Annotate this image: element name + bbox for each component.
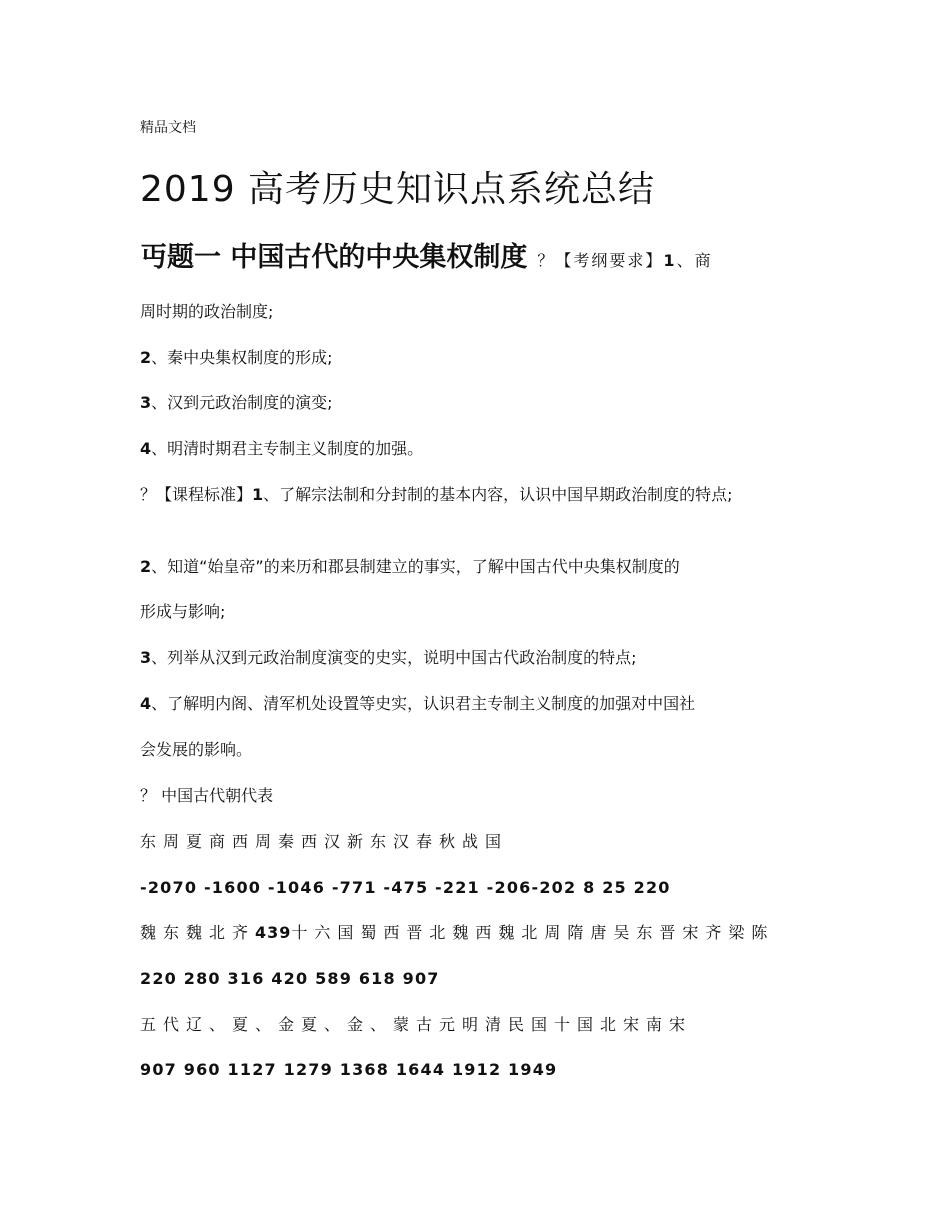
dynasty-names: 十六国蜀西晋北魏西魏北周隋唐吴东晋宋齐梁陈 bbox=[291, 923, 775, 942]
item-number: 3 bbox=[140, 393, 152, 412]
item-number: 4 bbox=[140, 694, 152, 713]
standard-label: ？【课程标准】 bbox=[140, 485, 253, 504]
requirement-text: 、商 bbox=[676, 251, 713, 270]
item-number: 2 bbox=[140, 557, 152, 576]
dynasty-names: 魏东魏北齐 bbox=[140, 923, 256, 942]
item-number: 4 bbox=[140, 439, 152, 458]
dynasty-years-row: -2070 -1600 -1046 -771 -475 -221 -206-202 8 25 220 bbox=[140, 878, 671, 897]
standard-continuation: 会发展的影响。 bbox=[140, 740, 253, 759]
requirement-number: 1 bbox=[663, 251, 677, 270]
item-number: 2 bbox=[140, 348, 152, 367]
dynasty-row: 五代辽、夏、金夏、金、蒙古元明清民国十国北宋南宋 bbox=[140, 1015, 693, 1034]
item-text: 、汉到元政治制度的演变; bbox=[151, 393, 333, 412]
item-text: 、秦中央集权制度的形成; bbox=[151, 348, 333, 367]
requirement-item bbox=[140, 348, 333, 368]
standard-item bbox=[140, 694, 695, 714]
requirement-intro bbox=[537, 251, 712, 270]
dynasty-row: 东周夏商西周秦西汉新东汉春秋战国 bbox=[140, 832, 509, 851]
dynasty-years-row: 907 960 1127 1279 1368 1644 1912 1949 bbox=[140, 1060, 558, 1079]
dynasty-row bbox=[140, 923, 774, 943]
topic-heading bbox=[140, 240, 713, 279]
requirement-label: ？【考纲要求】 bbox=[537, 251, 664, 270]
item-text: 、了解宗法制和分封制的基本内容，认识中国早期政治制度的特点; bbox=[263, 485, 733, 504]
standard-item bbox=[140, 557, 680, 577]
dynasty-years-row: 220 280 316 420 589 618 907 bbox=[140, 969, 440, 988]
topic-title: 丏题一 中国古代的中央集权制度 bbox=[140, 242, 528, 273]
item-text: 、知道“始皇帝”的来历和郡县制建立的事实，了解中国古代中央集权制度的 bbox=[151, 557, 680, 576]
document-title: 2019 高考历史知识点系统总结 bbox=[140, 169, 656, 210]
standard-item bbox=[140, 485, 733, 505]
item-number: 3 bbox=[140, 648, 152, 667]
requirement-continuation: 周时期的政治制度; bbox=[140, 302, 274, 321]
item-text: 、了解明内阁、清军机处设置等史实，认识君主专制主义制度的加强对中国社 bbox=[151, 694, 696, 713]
dynasty-table-title: ？ 中国古代朝代表 bbox=[140, 786, 274, 805]
requirement-item bbox=[140, 439, 423, 459]
standard-item bbox=[140, 648, 637, 668]
requirement-item bbox=[140, 393, 333, 413]
item-number: 1 bbox=[252, 485, 264, 504]
dynasty-year: 439 bbox=[255, 923, 292, 942]
header-label: 精品文档 bbox=[140, 120, 196, 136]
standard-continuation: 形成与影响; bbox=[140, 602, 226, 621]
item-text: 、明清时期君主专制主义制度的加强。 bbox=[151, 439, 424, 458]
item-text: 、列举从汉到元政治制度演变的史实，说明中国古代政治制度的特点; bbox=[151, 648, 637, 667]
